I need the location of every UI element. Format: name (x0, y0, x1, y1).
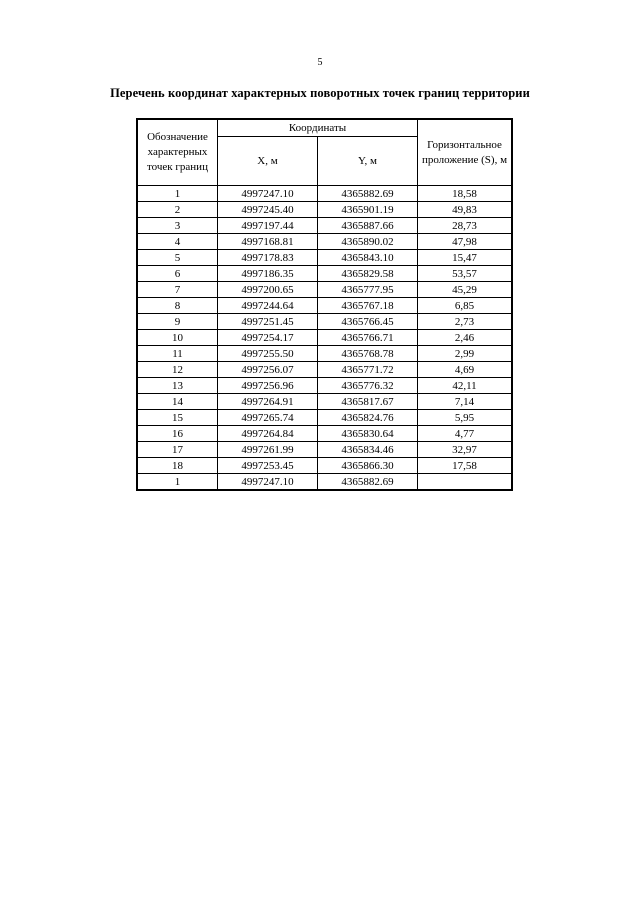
x-coordinate-cell: 4997251.45 (218, 314, 318, 330)
y-coordinate-cell: 4365843.10 (318, 250, 418, 266)
table-row (137, 362, 512, 378)
table-row (137, 298, 512, 314)
distance-cell: 4,77 (418, 426, 513, 442)
point-cell: 11 (137, 346, 218, 362)
x-coordinate-cell: 4997265.74 (218, 410, 318, 426)
table-row (137, 474, 512, 491)
header-point-designation: Обозначение характерных точек границ (137, 119, 218, 186)
point-cell: 2 (137, 202, 218, 218)
table-row (137, 314, 512, 330)
distance-cell: 47,98 (418, 234, 513, 250)
table-header (137, 119, 512, 186)
y-coordinate-cell: 4365824.76 (318, 410, 418, 426)
distance-cell: 32,97 (418, 442, 513, 458)
table-row (137, 218, 512, 234)
y-coordinate-cell: 4365901.19 (318, 202, 418, 218)
distance-cell: 5,95 (418, 410, 513, 426)
x-coordinate-cell: 4997264.84 (218, 426, 318, 442)
y-coordinate-cell: 4365866.30 (318, 458, 418, 474)
y-coordinate-cell: 4365766.71 (318, 330, 418, 346)
x-coordinate-cell: 4997168.81 (218, 234, 318, 250)
distance-cell: 17,58 (418, 458, 513, 474)
y-coordinate-cell: 4365830.64 (318, 426, 418, 442)
x-coordinate-cell: 4997253.45 (218, 458, 318, 474)
header-y: Y, м (318, 137, 418, 186)
point-cell: 5 (137, 250, 218, 266)
distance-cell: 53,57 (418, 266, 513, 282)
point-cell: 7 (137, 282, 218, 298)
x-coordinate-cell: 4997255.50 (218, 346, 318, 362)
point-cell: 14 (137, 394, 218, 410)
distance-cell: 49,83 (418, 202, 513, 218)
point-cell: 10 (137, 330, 218, 346)
y-coordinate-cell: 4365767.18 (318, 298, 418, 314)
table-row (137, 458, 512, 474)
page-number: 5 (317, 57, 323, 68)
header-horizontal-distance: Горизонтальное проложение (S), м (418, 119, 513, 186)
point-cell: 18 (137, 458, 218, 474)
y-coordinate-cell: 4365882.69 (318, 474, 418, 491)
x-coordinate-cell: 4997244.64 (218, 298, 318, 314)
y-coordinate-cell: 4365768.78 (318, 346, 418, 362)
distance-cell: 2,99 (418, 346, 513, 362)
coordinates-table (136, 118, 513, 491)
table-row (137, 410, 512, 426)
point-cell: 4 (137, 234, 218, 250)
header-coordinates: Координаты (218, 119, 418, 137)
x-coordinate-cell: 4997247.10 (218, 474, 318, 491)
x-coordinate-cell: 4997261.99 (218, 442, 318, 458)
point-cell: 16 (137, 426, 218, 442)
header-x: X, м (218, 137, 318, 186)
y-coordinate-cell: 4365834.46 (318, 442, 418, 458)
distance-cell: 18,58 (418, 186, 513, 202)
table-row (137, 442, 512, 458)
x-coordinate-cell: 4997200.65 (218, 282, 318, 298)
point-cell: 17 (137, 442, 218, 458)
point-cell: 6 (137, 266, 218, 282)
distance-cell: 15,47 (418, 250, 513, 266)
distance-cell: 6,85 (418, 298, 513, 314)
point-cell: 15 (137, 410, 218, 426)
y-coordinate-cell: 4365887.66 (318, 218, 418, 234)
distance-cell: 42,11 (418, 378, 513, 394)
distance-cell: 4,69 (418, 362, 513, 378)
x-coordinate-cell: 4997264.91 (218, 394, 318, 410)
x-coordinate-cell: 4997197.44 (218, 218, 318, 234)
distance-cell: 2,46 (418, 330, 513, 346)
point-cell: 9 (137, 314, 218, 330)
x-coordinate-cell: 4997256.07 (218, 362, 318, 378)
distance-cell: 2,73 (418, 314, 513, 330)
y-coordinate-cell: 4365771.72 (318, 362, 418, 378)
point-cell: 1 (137, 186, 218, 202)
table-row (137, 202, 512, 218)
table-row (137, 266, 512, 282)
table-row (137, 250, 512, 266)
table-row (137, 186, 512, 202)
x-coordinate-cell: 4997178.83 (218, 250, 318, 266)
document-title: Перечень координат характерных поворотных точек границ территории (110, 86, 530, 100)
y-coordinate-cell: 4365890.02 (318, 234, 418, 250)
table-row (137, 346, 512, 362)
y-coordinate-cell: 4365776.32 (318, 378, 418, 394)
y-coordinate-cell: 4365882.69 (318, 186, 418, 202)
x-coordinate-cell: 4997256.96 (218, 378, 318, 394)
distance-cell (418, 474, 513, 491)
distance-cell: 28,73 (418, 218, 513, 234)
point-cell: 12 (137, 362, 218, 378)
point-cell: 3 (137, 218, 218, 234)
table-row (137, 426, 512, 442)
y-coordinate-cell: 4365777.95 (318, 282, 418, 298)
y-coordinate-cell: 4365766.45 (318, 314, 418, 330)
point-cell: 1 (137, 474, 218, 491)
point-cell: 13 (137, 378, 218, 394)
x-coordinate-cell: 4997245.40 (218, 202, 318, 218)
table-row (137, 394, 512, 410)
table-row (137, 282, 512, 298)
table-body (137, 186, 512, 491)
table-row (137, 330, 512, 346)
point-cell: 8 (137, 298, 218, 314)
distance-cell: 45,29 (418, 282, 513, 298)
y-coordinate-cell: 4365817.67 (318, 394, 418, 410)
table-row (137, 378, 512, 394)
x-coordinate-cell: 4997254.17 (218, 330, 318, 346)
distance-cell: 7,14 (418, 394, 513, 410)
table-row (137, 234, 512, 250)
x-coordinate-cell: 4997247.10 (218, 186, 318, 202)
y-coordinate-cell: 4365829.58 (318, 266, 418, 282)
x-coordinate-cell: 4997186.35 (218, 266, 318, 282)
